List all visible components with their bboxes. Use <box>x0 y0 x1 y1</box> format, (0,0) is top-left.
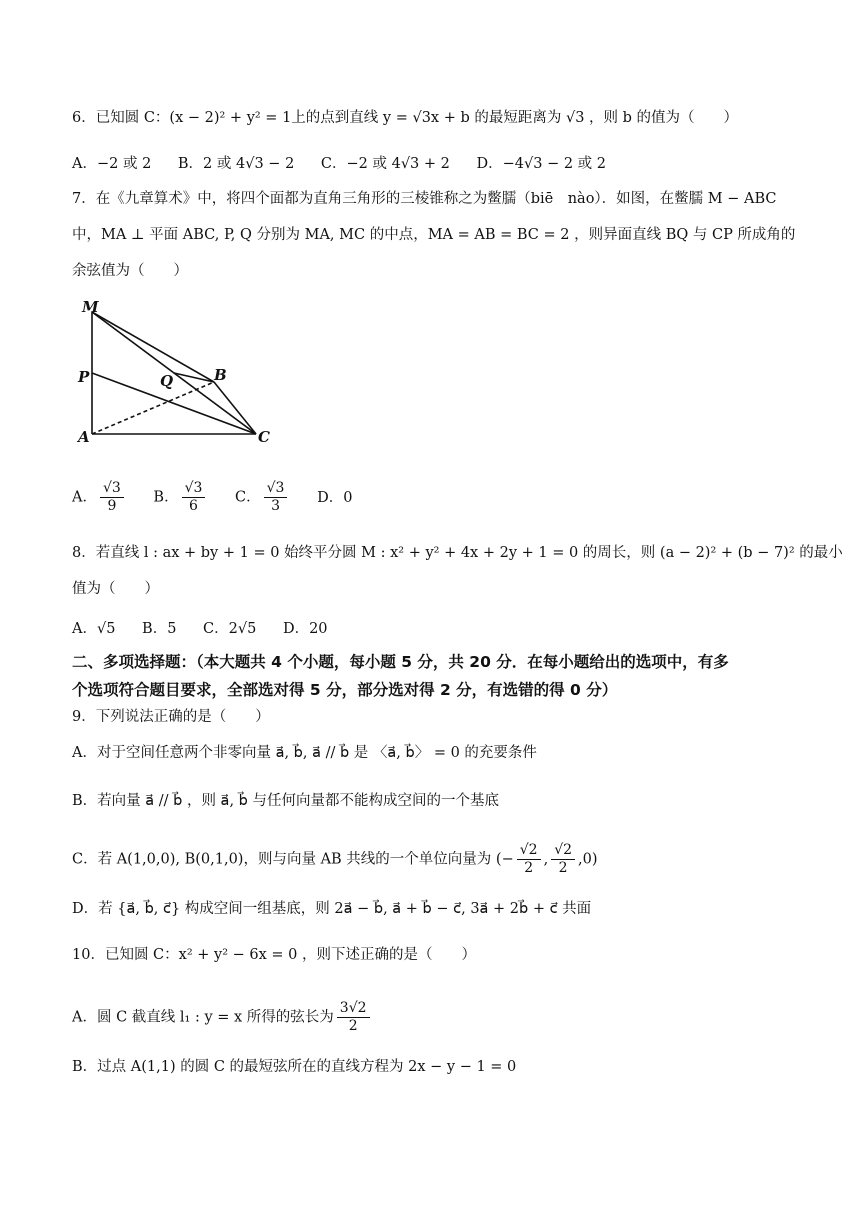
q6-option-d: D．−4√3 − 2 或 2 <box>476 156 607 172</box>
q10-option-b: B．过点 A(1,1) 的圆 C 的最短弦所在的直线方程为 2x − y − 1 = 0 <box>72 1059 517 1075</box>
q8-line2: 值为（ ） <box>72 581 159 597</box>
q8-option-d: D．20 <box>282 621 328 637</box>
fraction: $\frac{√3}{6}$ <box>182 480 206 515</box>
q8-option-a: A．√5 <box>72 621 116 637</box>
section2-heading-line2: 个选项符合题目要求，全部选对得 5 分，部分选对得 2 分，有选错的得 0 分） <box>72 681 618 699</box>
q8-option-b: B．5 <box>142 621 177 637</box>
q7-line2: 中，MA ⊥ 平面 ABC, P, Q 分别为 MA, MC 的中点，MA = AB = BC = 2 ，则异面直线 BQ 与 CP 所成角的 <box>72 227 796 243</box>
label-b: B <box>214 366 227 384</box>
tetrahedron-figure <box>72 296 292 456</box>
q9-option-d: D．若 {a⃗, b⃗, c⃗} 构成空间一组基底，则 2a⃗ − b⃗, a⃗ + b⃗ − c⃗, 3a⃗ + 2b⃗ + c⃗ 共面 <box>72 901 592 917</box>
q8-options <box>72 619 350 639</box>
q10-option-a: A．圆 C 截直线 l₁ : y = x 所得的弦长为 $\frac{3√2}{2}$ <box>72 1000 373 1035</box>
edge-ab-dashed <box>92 382 214 434</box>
q6-option-c: C．−2 或 4√3 + 2 <box>320 156 450 172</box>
q7-option-a: A． $\frac{√3}{9}$ <box>72 480 127 515</box>
q6-options <box>72 154 628 174</box>
q7-option-d: D．0 <box>317 489 353 506</box>
q9-option-a: A．对于空间任意两个非零向量 a⃗, b⃗, a⃗ // b⃗ 是 〈a⃗, b⃗〉 = 0 的充要条件 <box>72 745 537 761</box>
q7-options <box>72 480 374 515</box>
fraction: $\frac{√2}{2}$ <box>517 842 541 877</box>
fraction: $\frac{3√2}{2}$ <box>337 1000 370 1035</box>
q7-line1: 7．在《九章算术》中，将四个面都为直角三角形的三棱锥称之为鳖臑（biē nào）．如图，在鳖臑 M − ABC <box>72 191 777 207</box>
fraction: $\frac{√2}{2}$ <box>551 842 575 877</box>
q9-option-c: C．若 A(1,0,0), B(0,1,0)，则与向量 AB 共线的一个单位向量为 (− $\frac{√2}{2}$ , $\frac{√2}{2}$ ,0) <box>72 842 598 876</box>
q8-option-c: C．2√5 <box>203 621 257 637</box>
q7-line3: 余弦值为（ ） <box>72 263 188 279</box>
q6-option-a: A．−2 或 2 <box>72 156 152 172</box>
label-p: P <box>78 368 90 386</box>
q7-option-b: B． $\frac{√3}{6}$ <box>153 480 208 515</box>
q10-stem: 10．已知圆 C：x² + y² − 6x = 0 ，则下述正确的是（ ） <box>72 947 476 963</box>
section2-heading-line1: 二、多项选择题：（本大题共 4 个小题，每小题 5 分，共 20 分．在每小题给出的选项中，有多 <box>72 653 729 671</box>
q6-option-b: B．2 或 4√3 − 2 <box>177 156 295 172</box>
q9-stem: 9．下列说法正确的是（ ） <box>72 709 270 725</box>
q9-option-b: B．若向量 a⃗ // b⃗ ，则 a⃗, b⃗ 与任何向量都不能构成空间的一个基底 <box>72 793 499 809</box>
label-m: M <box>82 298 99 316</box>
label-a: A <box>78 428 90 446</box>
fraction: $\frac{√3}{9}$ <box>100 480 124 515</box>
label-q: Q <box>160 372 174 390</box>
fraction: $\frac{√3}{3}$ <box>264 480 288 515</box>
q7-option-c: C． $\frac{√3}{3}$ <box>235 480 290 515</box>
edge-mb <box>92 312 214 382</box>
q8-line1: 8．若直线 l : ax + by + 1 = 0 始终平分圆 M : x² + y² + 4x + 2y + 1 = 0 的周长，则 (a − 2)² + (b − 7)² 的最小 <box>72 545 843 561</box>
label-c: C <box>258 428 270 446</box>
q6-stem: 6．已知圆 C：(x − 2)² + y² = 1上的点到直线 y = √3x + b 的最短距离为 √3 ，则 b 的值为（ ） <box>72 110 739 126</box>
